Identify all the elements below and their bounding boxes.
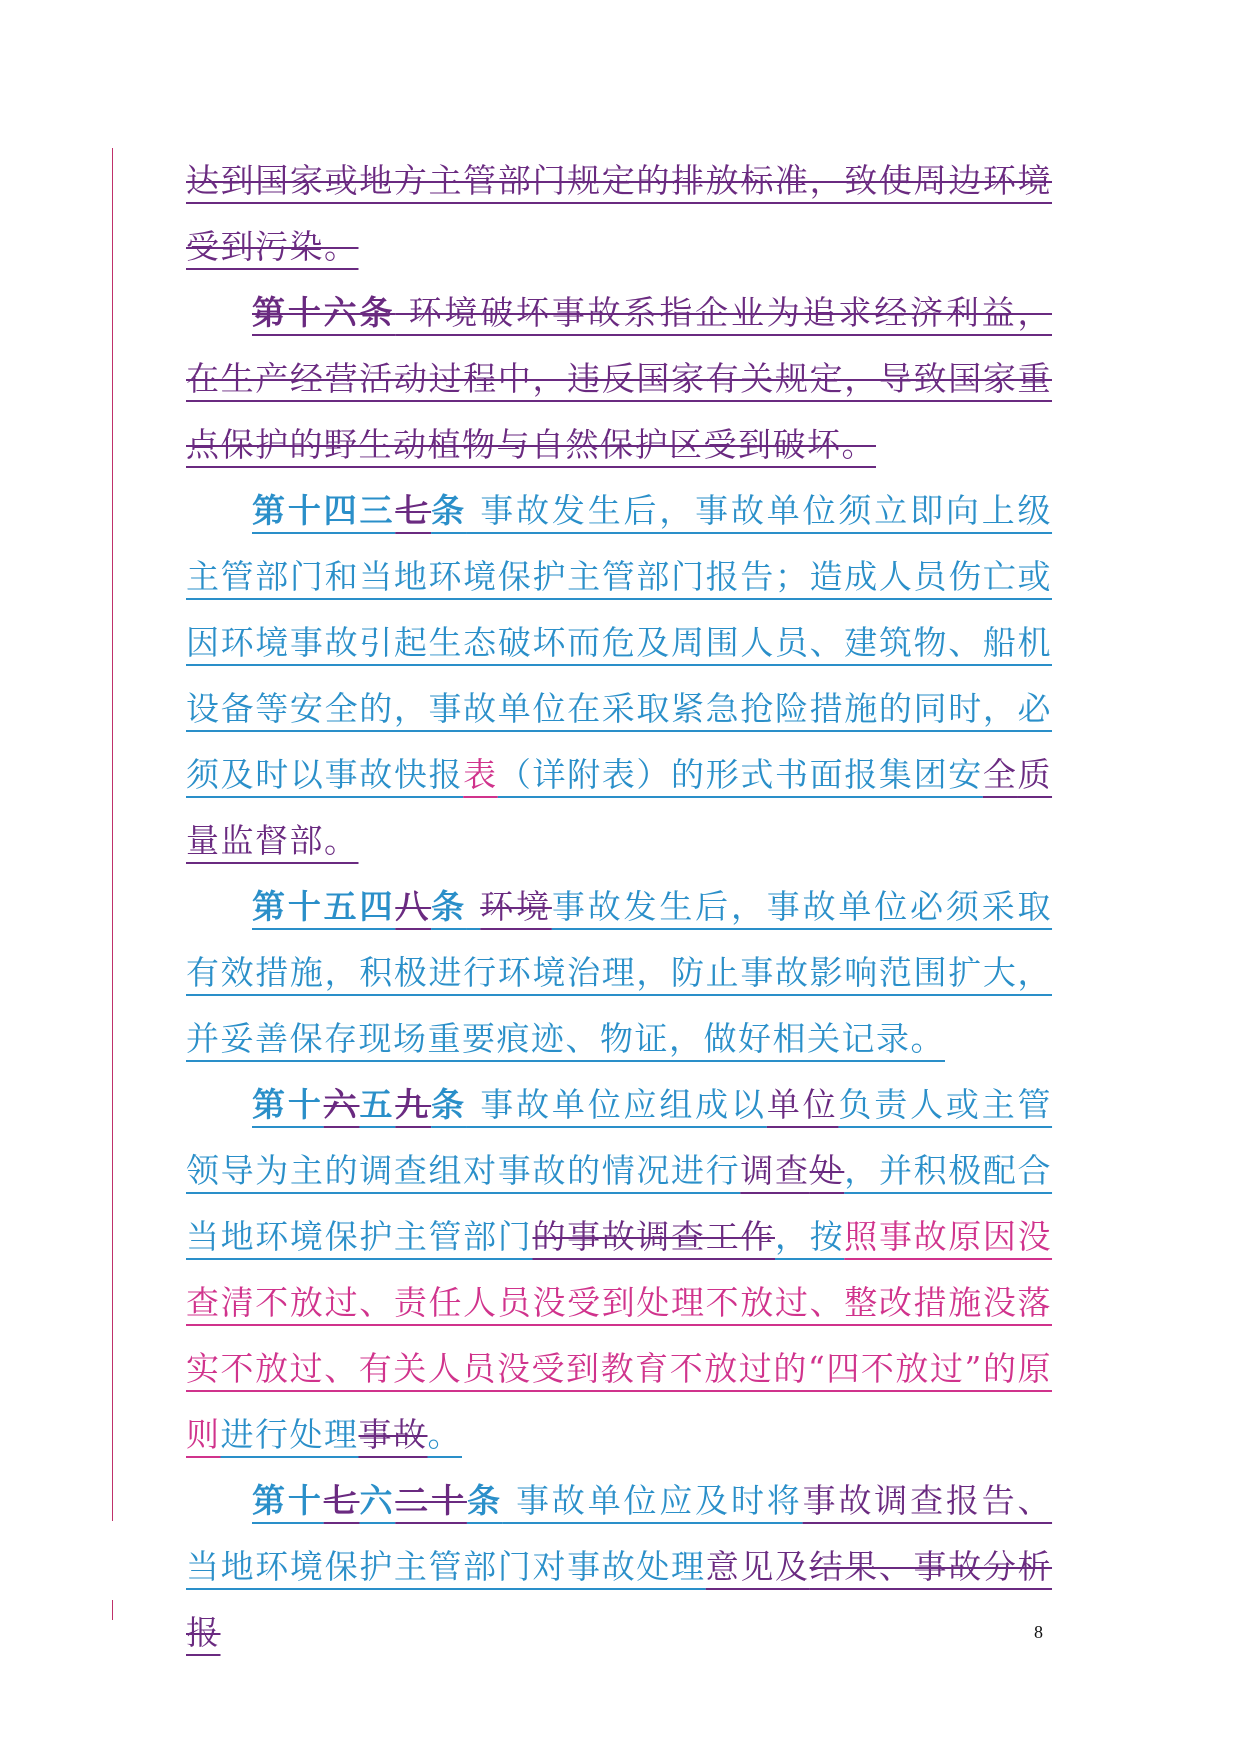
inserted-text: 第十四三 — [252, 491, 396, 530]
article-paragraph — [186, 148, 1052, 280]
revision-margin-bar-footer — [112, 1600, 113, 1620]
revision-margin-bar — [112, 148, 113, 1521]
inserted-text: 表 — [463, 755, 498, 794]
deleted-text: 达到国家或地方主管部门规定的排放标准，致使周边环境受到污染。 — [186, 161, 1052, 266]
deleted-text: 环境破坏事故系指企业为追求经济利益，在生产经营活动过程中，违反国家有关规定，导致国家重点保护的野生动植物与自然保护区受到破坏。 — [186, 293, 1052, 464]
inserted-text: 事故发生后，事故单位必须采取有效措施，积极进行环境治理，防止事故影响范围扩大，并妥善保存现场重要痕迹、物证，做好相关记录。 — [186, 887, 1053, 1058]
deleted-text: 六 — [323, 1085, 360, 1124]
deleted-text: 处 — [809, 1151, 845, 1190]
page-number: 8 — [1034, 1622, 1043, 1642]
deleted-text: 结果、事故分析报 — [186, 1547, 1053, 1652]
inserted-text: 第十 — [252, 1085, 324, 1124]
deleted-text: 二十 — [395, 1481, 467, 1520]
inserted-text: 事故单位应组成以 — [466, 1085, 767, 1124]
article-paragraph — [186, 874, 1052, 1072]
inserted-text: （详附表）的形式书面报集团安 — [497, 755, 983, 794]
deleted-text: 事故 — [358, 1415, 428, 1454]
inserted-text: 条 — [431, 887, 467, 926]
inserted-text: 第十五四 — [252, 887, 396, 926]
inserted-text: 条 — [466, 1481, 503, 1520]
inserted-text: 负责人或主管领导为主的调查组对事故的情况进行 — [186, 1085, 1053, 1190]
deleted-text: 第十六条 — [252, 293, 396, 332]
inserted-text: 进行处理 — [220, 1415, 359, 1454]
inserted-text — [467, 887, 480, 926]
inserted-text: 条 — [431, 1085, 467, 1124]
page-body — [186, 148, 1052, 1666]
article-paragraph — [186, 280, 1052, 478]
inserted-text: 五 — [359, 1085, 396, 1124]
inserted-text: 事故单位应及时将 — [502, 1481, 803, 1520]
deleted-text: 七 — [323, 1481, 360, 1520]
deleted-text: 七 — [395, 491, 432, 530]
article-paragraph — [186, 1468, 1052, 1666]
inserted-text: 意见及 — [705, 1547, 810, 1586]
article-paragraph — [186, 478, 1052, 874]
inserted-text: 事故调查报告、 — [802, 1481, 1053, 1520]
inserted-text: 事故发生后，事故单位须立即向上级主管部门和当地环境保护主管部门报告；造成人员伤亡或因环境事故引起生态破坏而危及周围人员、建筑物、船机设备等安全的，事故单位在采取紧急抢险措施的同时，必须及时以事故快报 — [186, 491, 1053, 794]
inserted-text: 条 — [431, 491, 467, 530]
deleted-text: 九 — [395, 1085, 432, 1124]
inserted-text: 第十 — [252, 1481, 324, 1520]
deleted-text: 八 — [395, 887, 432, 926]
inserted-text: 质量监督部。 — [186, 755, 1053, 860]
inserted-text: 。 — [427, 1415, 462, 1454]
inserted-text: 当地环境保护主管部门对事故处理 — [186, 1547, 706, 1586]
deleted-text: 的事故调查工作 — [532, 1217, 775, 1256]
inserted-text: 照事故原因没查清不放过、责任人员没受到处理不放过、整改措施没落实不放过、有关人员没受到教育不放过的“四不放过”的原则 — [186, 1217, 1053, 1454]
inserted-text: 调查 — [740, 1151, 810, 1190]
inserted-text: 全 — [982, 755, 1018, 794]
inserted-text: ，并积极配合当地环境保护主管部门 — [186, 1151, 1053, 1256]
deleted-text: 环境 — [480, 887, 552, 926]
inserted-text: ，按 — [775, 1217, 845, 1256]
inserted-text: 六 — [359, 1481, 396, 1520]
article-paragraph — [186, 1072, 1052, 1468]
inserted-text: 单位 — [766, 1085, 839, 1124]
